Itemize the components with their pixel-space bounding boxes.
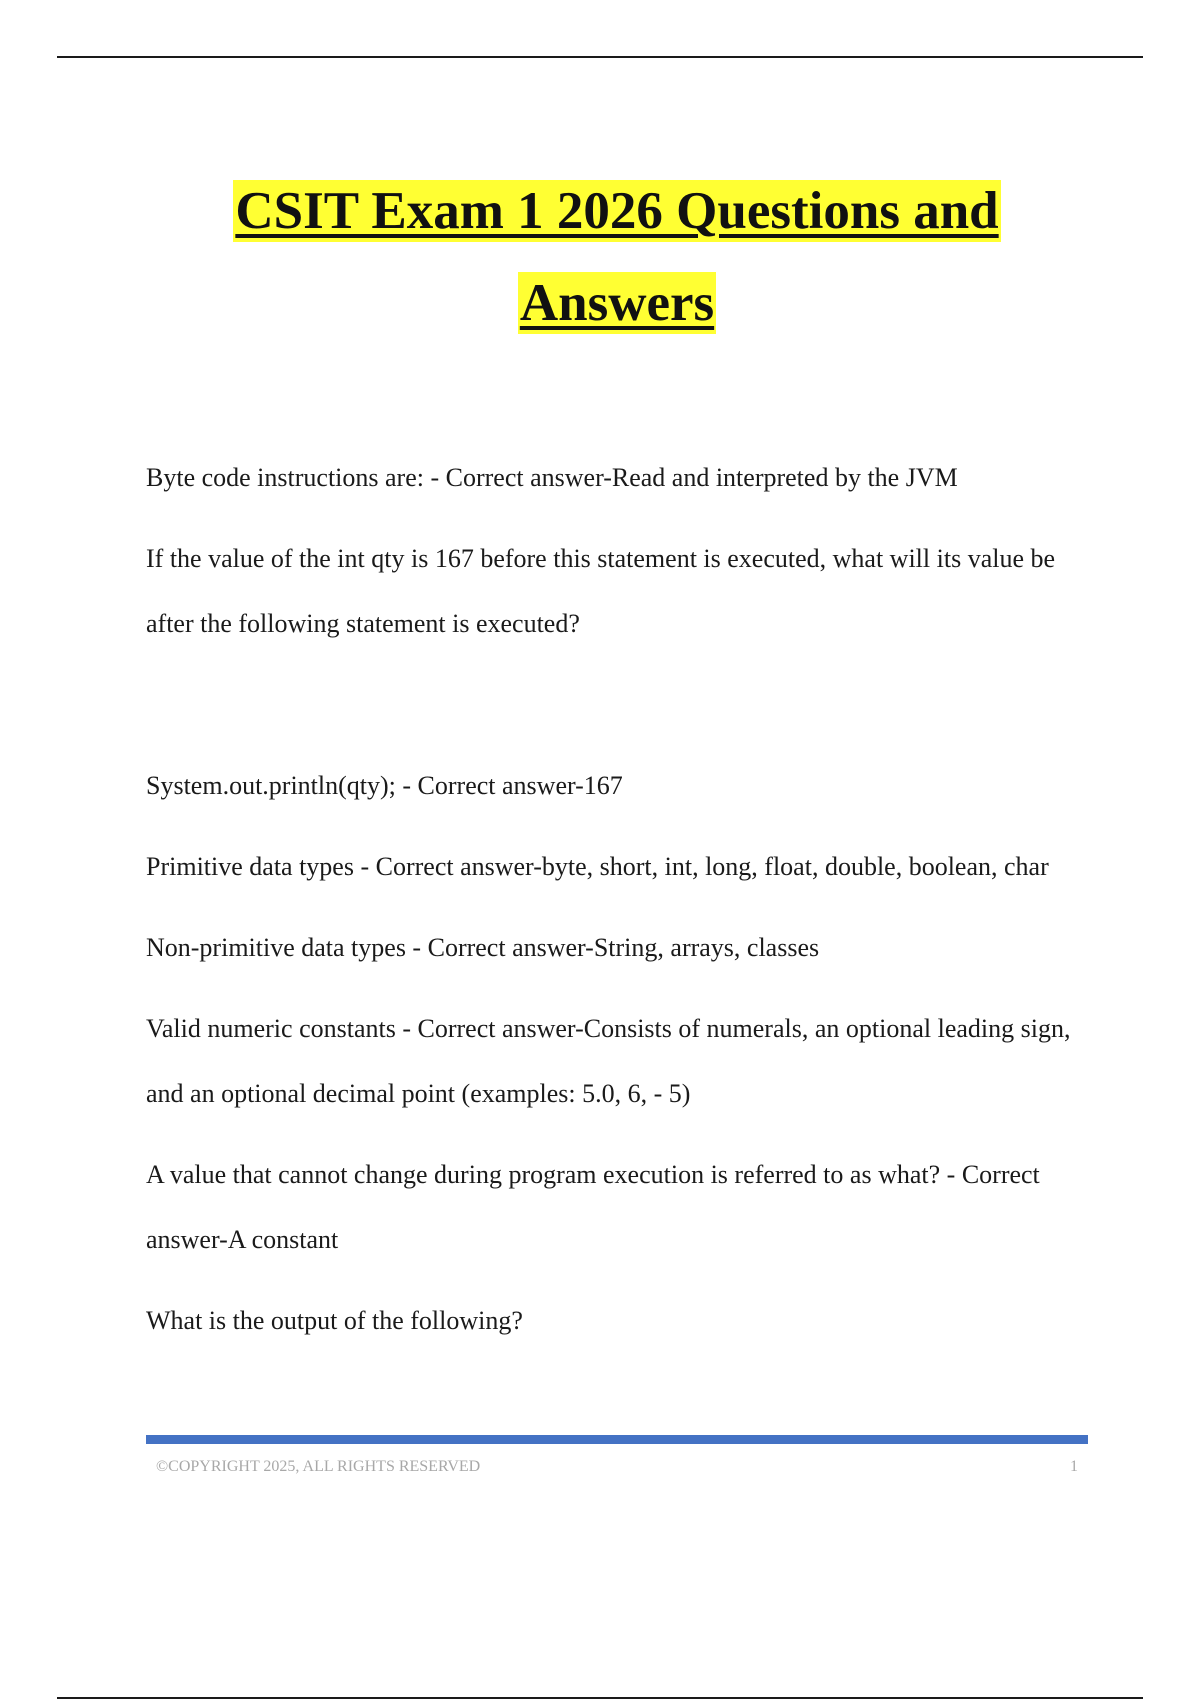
copyright-notice: ©COPYRIGHT 2025, ALL RIGHTS RESERVED [156, 1458, 481, 1475]
answer-text: Correct answer-String, arrays, classes [427, 933, 820, 962]
qa-entry [146, 915, 1096, 980]
question-text: If the value of the int qty is 167 before this statement is executed, what will its value be after the following statement is executed? [146, 544, 1056, 638]
question-text: Valid numeric constants - [146, 1014, 418, 1043]
qa-entry [146, 753, 1096, 818]
qa-entry [146, 996, 1096, 1126]
answer-text: Correct answer-byte, short, int, long, float, double, boolean, char [375, 852, 1049, 881]
qa-entry [146, 834, 1096, 899]
qa-content [146, 445, 1096, 1369]
footer-bar [146, 1435, 1088, 1444]
title-line-2: Answers [519, 274, 715, 332]
answer-text: Correct answer-Read and interpreted by the JVM [445, 463, 958, 492]
question-text: System.out.println(qty); - [146, 771, 418, 800]
question-text: A value that cannot change during program execution is referred to as what? - [146, 1160, 962, 1189]
question-text: Primitive data types - [146, 852, 376, 881]
bottom-rule [57, 1697, 1143, 1699]
qa-entry [146, 445, 1096, 510]
answer-text: Correct answer-Consists of numerals, an optional leading sign, and an optional decimal point (examples: 5.0, 6, - 5) [146, 1014, 1071, 1108]
qa-entry [146, 1288, 1096, 1353]
page-number: 1 [1070, 1458, 1078, 1475]
qa-entry [146, 526, 1096, 656]
top-rule [57, 56, 1143, 58]
document-title [0, 178, 1200, 362]
question-text: Non-primitive data types - [146, 933, 428, 962]
question-text: What is the output of the following? [146, 1306, 523, 1335]
answer-text: Correct answer-A constant [146, 1160, 1040, 1254]
title-line-1: CSIT Exam 1 2026 Questions and [235, 182, 999, 240]
qa-entry [146, 1142, 1096, 1272]
answer-text: Correct answer-167 [417, 771, 623, 800]
question-text: Byte code instructions are: - [146, 463, 446, 492]
